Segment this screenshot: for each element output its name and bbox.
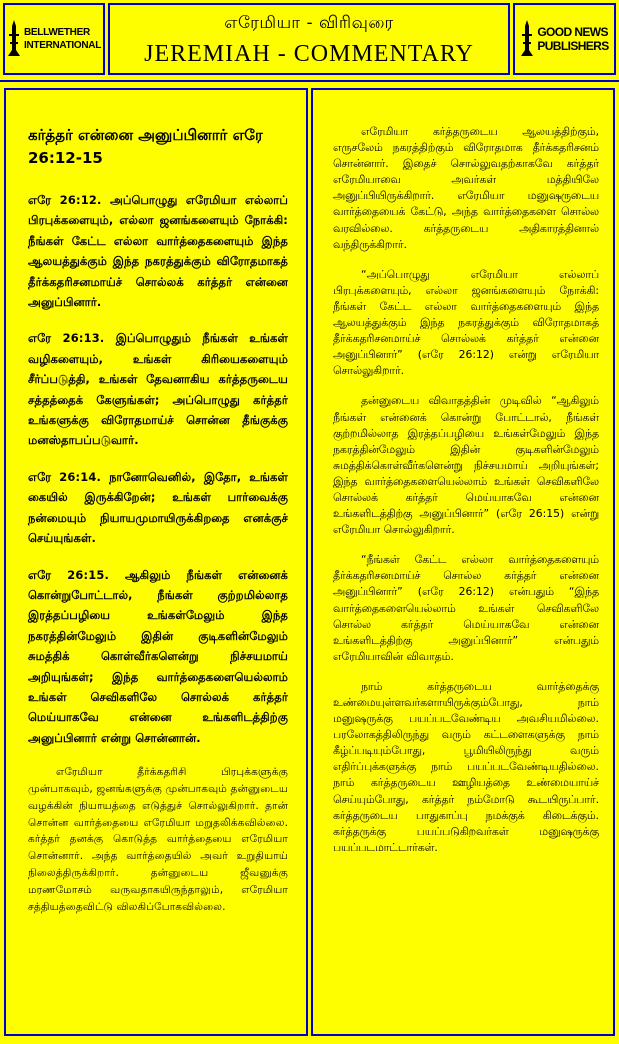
bellwether-logo [3,3,105,75]
verse-26-14: எரே 26:14. நானோவெனில், இதோ, உங்கள் கையில் இருக்கிறேன்; உங்கள் பார்வைக்கு நன்மையும் நியாயமுமாயிருக்கிறதை எனக்குச் செய்யுங்கள். [28,469,288,546]
commentary-paragraph: “அப்பொழுது எரேமியா எல்லாப் பிரபுக்களையும், எல்லா ஜனங்களையும் நோக்கி: நீங்கள் கேட்ட எல்லா வார்த்தைகளையும் இந்த ஆலயத்துக்கும் இந்த நகரத்துக்கும் விரோதமாகத் தீர்க்கதரிசனமாய்ச் சொல்லக் கர்த்தர் என்னை அனுப்பினார்” (எரே 26:12) என்று எரேமியா சொல்லுகிறார். [333,267,599,378]
good-news-line2: PUBLISHERS [537,39,609,53]
page-title-tamil: எரேமியா - விரிவுரை [224,13,394,33]
page-title-english: JEREMIAH - COMMENTARY [144,41,474,67]
left-column [4,88,308,1036]
header-divider [0,80,619,82]
bellwether-logo-text [24,26,101,52]
header [0,0,619,78]
verse-26-12: எரே 26:12. அப்பொழுது எரேமியா எல்லாப் பிரபுக்களையும், எல்லா ஜனங்களையும் நோக்கி: நீங்கள் கேட்ட எல்லா வார்த்தைகளையும் இந்த ஆலயத்துக்கும் இந்த நகரத்துக்கும் விரோதமாகத் தீர்க்கதரிசனமாய்ச் சொல்லக் கர்த்தர் என்னை அனுப்பினார். [28,193,288,310]
verse-26-13: எரே 26:13. இப்பொழுதும் நீங்கள் உங்கள் வழிகளையும், உங்கள் கிரியைகளையும் சீர்ப்படுத்தி, உங்கள் தேவனாகிய கர்த்தருடைய சத்தத்தைக் கேளுங்கள்; அப்பொழுது கர்த்தர் உங்களுக்கு விரோதமாய்ச் சொன்ன தீங்குக்கு மனஸ்தாபப்படுவார். [28,331,288,448]
commentary-paragraph: எரேமியா தீர்க்கதரிசி பிரபுக்களுக்கு முன்பாகவும், ஜனங்களுக்கு முன்பாகவும் தன்னுடைய வழக்கின் நியாயத்தை எடுத்துச் சொல்லுகிறார். தான் சொன்ன வார்த்தையை எரேமியா மறுதலிக்கவில்லை. கர்த்தர் தனக்கு கொடுத்த வார்த்தையை எரேமியா சொன்னார். அந்த வார்த்தையில் அவர் உறுதியாய் நிலைத்திருக்கிறார். தன்னுடைய ஜீவனுக்கு மரணமோசம் வருவதாகயிருந்தாலும், எரேமியா சத்தியத்தைவிட்டு விலகிப்போகவில்லை. [28,765,288,913]
tower-icon [7,20,21,58]
good-news-line1: GOOD NEWS [537,25,608,39]
commentary-paragraph: தன்னுடைய விவாதத்தின் முடிவில் “ஆகிலும் நீங்கள் என்னைக் கொன்று போட்டால், நீங்கள் குற்றமில்லாத இரத்தப்பழியை உங்கள்மேலும் இந்த நகரத்தின்மேலும் இதின் குடிகளின்மேலும் சுமத்திக்கொள்வீர்களென்று நிச்சயமாய் அறியுங்கள்; இந்த வார்த்தைகளையெல்லாம் உங்கள் செவிகளிலே சொல்லக் கர்த்தர் மெய்யாகவே என்னை உங்களிடத்திற்கு அனுப்பினார்” (எரே 26:15) என்று எரேமியா சொல்லுகிறார். [333,394,599,537]
bellwether-line2: INTERNATIONAL [23,40,102,51]
commentary-paragraph: நாம் கர்த்தருடைய வார்த்தைக்கு உண்மையுள்ளவர்களாயிருக்கும்போது, நாம் மனுஷருக்கு பயப்படவேண்டிய அவசியமில்லை. பரலோகத்திலிருந்து வரும் கட்டளைகளுக்கு நாம் கீழ்ப்படியும்போது, பூமியிலிருந்து வரும் எதிர்ப்புக்களுக்கு நாம் பயப்படவேண்டியதில்லை. நாம் கர்த்தருடைய ஊழியத்தை உண்மையாய்ச் செய்யும்போது, கர்த்தர் நம்மோடு கூடயிருப்பார். கர்த்தருடைய பாதுகாப்பு நமக்குக் கிடைக்கும். கர்த்தருக்கு பயப்படுகிறவர்கள் மனுஷருக்கு பயப்படமாட்டார்கள். [333,679,599,854]
commentary-paragraph: “நீங்கள் கேட்ட எல்லா வார்த்தைகளையும் தீர்க்கதரிசனமாய்ச் சொல்ல கர்த்தர் என்னை அனுப்பினார்” (எரே 26:12) என்பதும் “இந்த வார்த்தைகளையெல்லாம் உங்கள் செவிகளிலே சொல்ல கர்த்தர் மெய்யாகவே என்னை உங்களிடத்திற்கு அனுப்பினார்” என்பதும் எரேமியாவின் விவாதம். [333,553,599,663]
good-news-logo [513,3,616,75]
commentary-paragraph: எரேமியா கர்த்தருடைய ஆலயத்திற்கும், எருசலேம் நகரத்திற்கும் விரோதமாக தீர்க்கதரிசனம் சொன்னார். இதைச் சொல்லுவதற்காகவே கர்த்தர் எரேமியாவை அவர்கள் மத்தியிலே அனுப்பியிருக்கிறார். எரேமியா மனுஷருடைய வார்த்தையைக் கேட்டு, அந்த வார்த்தைகளை சொல்ல வரவில்லை. கர்த்தருடைய அதிகாரத்தினால் வந்திருக்கிறார். [333,125,599,251]
bellwether-line1: BELLWETHER [23,27,90,38]
section-heading: கர்த்தர் என்னை அனுப்பினார் எரே 26:12-15 [28,126,263,167]
title-box [108,3,510,75]
tower-icon [520,20,534,58]
right-column [311,88,615,1036]
good-news-logo-text [537,25,608,53]
verse-26-15: எரே 26:15. ஆகிலும் நீங்கள் என்னைக் கொன்றுபோட்டால், நீங்கள் குற்றமில்லாத இரத்தப்பழியை உங்கள்மேலும் இந்த நகரத்தின்மேலும் இதின் குடிகளின்மேலும் சுமத்திக் கொள்வீர்களென்று நிச்சயமாய் அறியுங்கள்; இந்த வார்த்தைகளையெல்லாம் உங்கள் செவிகளிலே சொல்லக் கர்த்தர் மெய்யாகவே என்னை உங்களிடத்திற்கு அனுப்பினார் என்று சொன்னான். [28,567,288,745]
